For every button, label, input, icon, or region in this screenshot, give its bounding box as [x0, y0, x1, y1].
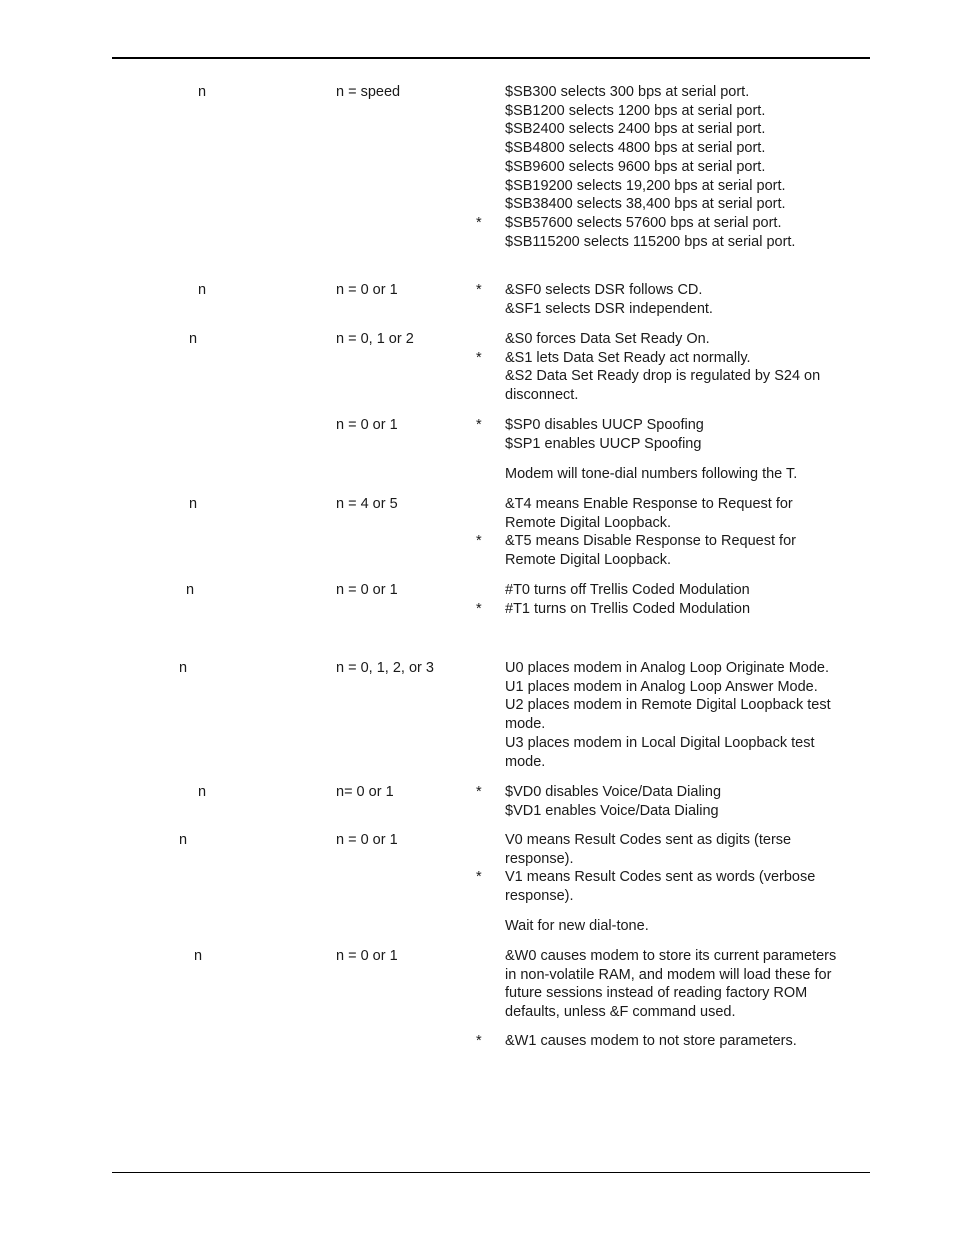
description-line: Remote Digital Loopback.: [505, 514, 672, 531]
parameter-range: n = 4 or 5: [336, 496, 398, 512]
description-line: $SB38400 selects 38,400 bps at serial port.: [505, 196, 786, 213]
parameter-range: n = 0 or 1: [336, 417, 398, 433]
default-marker: *: [476, 417, 482, 433]
description-line: &SF1 selects DSR independent.: [505, 300, 713, 317]
footer-rule: [112, 1172, 870, 1173]
command-param-label: n: [189, 496, 198, 512]
description-line: &W0 causes modem to store its current parameters: [505, 948, 837, 964]
description-line: response).: [505, 850, 574, 867]
default-marker: *: [476, 282, 482, 298]
description-line: $SB9600 selects 9600 bps at serial port.: [505, 158, 766, 175]
parameter-range: n = 0 or 1: [336, 948, 398, 964]
description-line: U1 places modem in Analog Loop Answer Mode.: [505, 678, 818, 695]
description-line: Modem will tone-dial numbers following the T.: [505, 466, 798, 482]
description-line: $SB2400 selects 2400 bps at serial port.: [505, 121, 766, 138]
command-param-label: n: [198, 282, 207, 298]
parameter-range: n= 0 or 1: [336, 784, 394, 800]
description-line: U0 places modem in Analog Loop Originate Mode.: [505, 660, 830, 676]
parameter-range: n = 0 or 1: [336, 282, 398, 298]
description-line: U2 places modem in Remote Digital Loopback test: [505, 697, 831, 714]
command-param-label: n: [189, 331, 198, 347]
default-marker: *: [476, 533, 482, 550]
command-param-label: n: [186, 582, 195, 598]
description-line: $SB57600 selects 57600 bps at serial port.: [505, 214, 782, 231]
description-line: &S2 Data Set Ready drop is regulated by S24 on: [505, 368, 821, 385]
description-line: &T5 means Disable Response to Request for: [505, 533, 796, 550]
description-line: &W1 causes modem to not store parameters.: [505, 1032, 797, 1049]
description-line: &S0 forces Data Set Ready On.: [505, 331, 710, 347]
description-line: V0 means Result Codes sent as digits (terse: [505, 832, 792, 848]
default-marker: *: [476, 784, 482, 800]
parameter-range: n = 0 or 1: [336, 582, 398, 598]
description-line: mode.: [505, 753, 546, 770]
description-line: future sessions instead of reading factory ROM: [505, 985, 808, 1002]
description-line: $SB4800 selects 4800 bps at serial port.: [505, 140, 766, 157]
description-line: #T0 turns off Trellis Coded Modulation: [505, 582, 750, 598]
description-line: response).: [505, 888, 574, 905]
default-marker: *: [476, 1032, 482, 1049]
command-param-label: n: [179, 660, 188, 676]
parameter-range: n = 0 or 1: [336, 832, 398, 848]
description-line: $VD0 disables Voice/Data Dialing: [505, 784, 722, 800]
default-marker: *: [476, 349, 482, 366]
description-line: &SF0 selects DSR follows CD.: [505, 282, 703, 298]
description-line: Wait for new dial-tone.: [505, 918, 649, 934]
description-line: $SP1 enables UUCP Spoofing: [505, 435, 702, 452]
parameter-range: n = 0, 1 or 2: [336, 331, 414, 347]
description-line: V1 means Result Codes sent as words (verbose: [505, 869, 816, 886]
description-line: $SB300 selects 300 bps at serial port.: [505, 84, 750, 100]
command-param-label: n: [194, 948, 203, 964]
description-line: $SB115200 selects 115200 bps at serial port.: [505, 233, 796, 250]
header-rule: [112, 57, 870, 59]
parameter-range: n = 0, 1, 2, or 3: [336, 660, 434, 676]
description-line: &T4 means Enable Response to Request for: [505, 496, 793, 512]
description-line: $VD1 enables Voice/Data Dialing: [505, 802, 719, 819]
description-line: in non-volatile RAM, and modem will load these for: [505, 966, 832, 983]
default-marker: *: [476, 214, 482, 231]
parameter-range: n = speed: [336, 84, 401, 100]
description-line: Remote Digital Loopback.: [505, 552, 672, 569]
description-line: &S1 lets Data Set Ready act normally.: [505, 349, 751, 366]
description-line: disconnect.: [505, 387, 579, 404]
command-param-label: n: [198, 784, 207, 800]
default-marker: *: [476, 869, 482, 886]
command-param-label: n: [198, 84, 207, 100]
command-param-label: n: [179, 832, 188, 848]
description-line: mode.: [505, 716, 546, 733]
description-line: $SB1200 selects 1200 bps at serial port.: [505, 102, 766, 119]
description-line: #T1 turns on Trellis Coded Modulation: [505, 600, 751, 617]
description-line: $SB19200 selects 19,200 bps at serial port.: [505, 177, 786, 194]
description-line: $SP0 disables UUCP Spoofing: [505, 417, 704, 433]
description-line: U3 places modem in Local Digital Loopback test: [505, 734, 815, 751]
default-marker: *: [476, 600, 482, 617]
description-line: defaults, unless &F command used.: [505, 1004, 736, 1021]
